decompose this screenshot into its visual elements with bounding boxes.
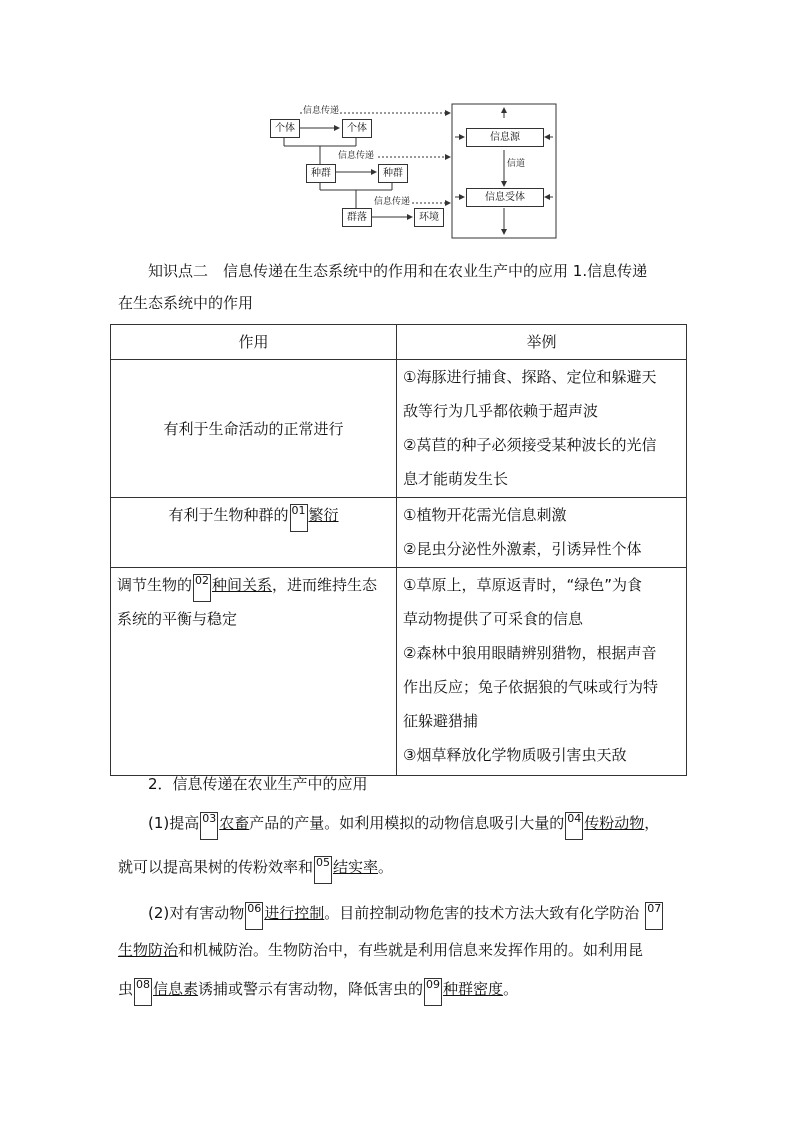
- label-transfer-2: 信息传递: [338, 151, 375, 161]
- row1-role: 有利于生命活动的正常进行: [163, 419, 344, 438]
- info-role-table: [110, 324, 687, 776]
- row1-example-line: 息才能萌发生长: [403, 470, 509, 488]
- label-channel: 信道: [507, 159, 526, 169]
- blank-marker-08: 08: [134, 978, 152, 1006]
- table-row: [111, 498, 687, 568]
- answer-07: 生物防治: [118, 941, 179, 959]
- blank-marker-07: 07: [645, 902, 663, 930]
- blank-marker-06: 06: [245, 902, 263, 930]
- text: 虫: [118, 980, 134, 998]
- header-role: 作用: [238, 333, 269, 351]
- row3-role-text: ，进而维持生态: [272, 576, 378, 594]
- blank-marker-03: 03: [200, 812, 218, 840]
- row3-example-line: 征躲避猎捕: [403, 712, 479, 730]
- answer-06: 进行控制: [264, 904, 325, 922]
- answer-02: 种间关系: [212, 576, 273, 594]
- blank-marker-01: 01: [290, 504, 308, 532]
- answer-09: 种群密度: [443, 980, 504, 998]
- row3-example-line: ①草原上，草原返青时，“绿色”为食: [403, 576, 642, 594]
- row2-example-line: ②昆虫分泌性外激素，引诱异性个体: [403, 540, 642, 558]
- box-individual-left: 个体: [270, 119, 300, 138]
- para2-line2: [118, 940, 643, 960]
- answer-05: 结实率: [333, 858, 379, 876]
- row1-example-line: 敌等行为几乎都依赖于超声波: [403, 402, 599, 420]
- answer-08: 信息素: [153, 980, 199, 998]
- text: 就可以提高果树的传粉效率和: [118, 858, 314, 876]
- text: 诱捕或警示有害动物，降低害虫的: [198, 980, 424, 998]
- box-info-receiver: 信息受体: [466, 188, 544, 207]
- box-population-right: 种群: [378, 164, 408, 183]
- row3-example-line: 作出反应；兔子依据狼的气味或行为特: [403, 678, 659, 696]
- row2-example-line: ①植物开花需光信息刺激: [403, 506, 567, 524]
- text: 产品的产量。如利用模拟的动物信息吸引大量的: [249, 814, 565, 832]
- row3-role-text: 调节生物的: [117, 576, 193, 594]
- label-transfer-1: 信息传递: [303, 106, 340, 116]
- text: (1)提高: [148, 814, 200, 832]
- text: 。目前控制动物危害的技术方法大致有化学防治: [324, 904, 640, 922]
- text: (2)对有害动物: [148, 904, 245, 922]
- answer-01: 繁衍: [308, 506, 339, 524]
- row3-example-line: 草动物提供了可采食的信息: [403, 610, 584, 628]
- para1-line2: [118, 856, 393, 884]
- table-header-row: [111, 325, 687, 360]
- box-population-left: 种群: [306, 164, 336, 183]
- text: 。: [378, 858, 394, 876]
- row1-example-line: ①海豚进行捕食、探路、定位和躲避天: [403, 368, 657, 386]
- section-heading-line1: 知识点二 信息传递在生态系统中的作用和在农业生产中的应用 1.信息传递: [148, 262, 648, 280]
- blank-marker-05: 05: [314, 856, 332, 884]
- box-environment: 环境: [414, 208, 444, 227]
- section2-title: 2．信息传递在农业生产中的应用: [148, 775, 368, 793]
- text: 。: [503, 980, 519, 998]
- text: ，: [644, 814, 660, 832]
- table-row: [111, 360, 687, 498]
- row2-role-text: 有利于生物种群的: [168, 506, 289, 524]
- box-community: 群落: [342, 208, 372, 227]
- para2-line1: [148, 902, 664, 930]
- para2-line3: [118, 978, 518, 1006]
- row3-example-line: ②森林中狼用眼睛辨别猎物，根据声音: [403, 644, 657, 662]
- para1-line1: [148, 812, 659, 840]
- row2-role: [117, 498, 390, 532]
- diagram-lines: [0, 0, 794, 260]
- blank-marker-02: 02: [193, 574, 211, 602]
- box-individual-right: 个体: [342, 119, 372, 138]
- text: 和机械防治。生物防治中，有些就是利用信息来发挥作用的。如利用昆: [178, 941, 644, 959]
- section-heading-line2: 在生态系统中的作用: [118, 294, 254, 312]
- answer-04: 传粉动物: [584, 814, 645, 832]
- blank-marker-09: 09: [424, 978, 442, 1006]
- row3-role: [117, 568, 390, 602]
- answer-03: 农畜: [219, 814, 250, 832]
- header-example: 举例: [526, 333, 557, 351]
- table-row: [111, 568, 687, 776]
- box-info-source: 信息源: [466, 128, 544, 147]
- row3-example-line: ③烟草释放化学物质吸引害虫天敌: [403, 746, 627, 764]
- label-transfer-3: 信息传递: [374, 197, 411, 207]
- row1-example-line: ②莴苣的种子必须接受某种波长的光信: [403, 436, 657, 454]
- blank-marker-04: 04: [565, 812, 583, 840]
- row3-role-line2: 系统的平衡与稳定: [117, 610, 238, 628]
